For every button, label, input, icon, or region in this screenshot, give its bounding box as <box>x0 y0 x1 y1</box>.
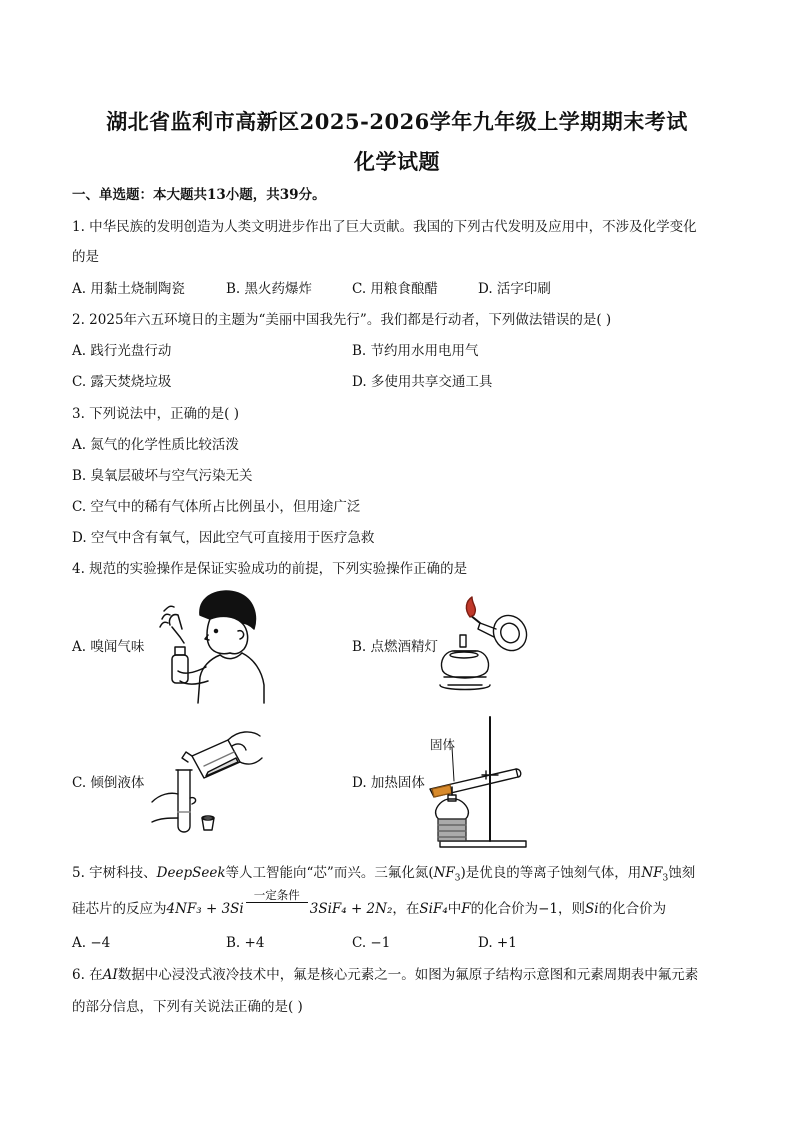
q1-option-a: A. 用黏土烧制陶瓷 <box>72 281 185 297</box>
figure-label-solid: 固体 <box>430 737 456 752</box>
q4-option-a: A. 嗅闻气味 <box>72 639 145 655</box>
q1-stem-line1: 1. 中华民族的发明创造为人类文明进步作出了巨大贡献。我国的下列古代发明及应用中，不涉及化学变化 <box>72 219 697 235</box>
q2-option-c: C. 露天焚烧垃圾 <box>72 374 172 390</box>
reaction-condition: 一定条件 <box>244 900 310 918</box>
q4-option-c: C. 倾倒液体 <box>72 775 145 791</box>
q4-option-d: D. 加热固体 <box>352 775 425 791</box>
q5-option-a: A. −4 <box>72 935 111 951</box>
q4-stem: 4. 规范的实验操作是保证实验成功的前提，下列实验操作正确的是 <box>72 561 468 577</box>
q3-option-d: D. 空气中含有氧气，因此空气可直接用于医疗急救 <box>72 530 375 546</box>
q5-option-d: D. +1 <box>478 935 517 951</box>
q1-option-c: C. 用粮食酿醋 <box>352 281 438 297</box>
q2-option-a: A. 践行光盘行动 <box>72 343 172 359</box>
q5-line1: 5. 宇树科技、DeepSeek等人工智能向“芯”而兴。三氟化氮$(NF_3)$是优良的等离子蚀刻气体，用$NF_3$蚀刻 <box>72 865 696 884</box>
q1-option-d: D. 活字印刷 <box>478 281 551 297</box>
q1-stem-line2: 的是 <box>72 249 99 265</box>
q3-option-c: C. 空气中的稀有气体所占比例虽小，但用途广泛 <box>72 499 361 515</box>
alcohol-lamp-illustration <box>430 595 540 700</box>
q3-option-b: B. 臭氧层破坏与空气污染无关 <box>72 468 253 484</box>
q2-stem: 2. 2025年六五环境日的主题为“美丽中国我先行”。我们都是行动者，下列做法错误的是( ) <box>72 312 612 328</box>
q6-line2: 的部分信息，下列有关说法正确的是( ) <box>72 999 303 1015</box>
q2-option-b: B. 节约用水用电用气 <box>352 343 479 359</box>
q2-option-d: D. 多使用共享交通工具 <box>352 374 493 390</box>
q6-line1: 6. 在AI数据中心浸没式液冷技术中，氟是核心元素之一。如图为氟原子结构示意图和元素周期表中氟元素 <box>72 967 699 983</box>
q3-option-a: A. 氮气的化学性质比较活泼 <box>72 437 239 453</box>
q4-option-b: B. 点燃酒精灯 <box>352 639 439 655</box>
page-title: 湖北省监利市高新区2025-2026学年九年级上学期期末考试 <box>106 109 688 134</box>
pouring-liquid-illustration <box>148 722 268 842</box>
q5-option-b: B. +4 <box>226 935 265 951</box>
q3-stem: 3. 下列说法中，正确的是( ) <box>72 406 239 422</box>
q1-option-b: B. 黑火药爆炸 <box>226 281 313 297</box>
section-heading: 一、单选题：本大题共13小题，共39分。 <box>72 187 326 203</box>
smelling-illustration <box>150 585 270 705</box>
q5-option-c: C. −1 <box>352 935 391 951</box>
q5-line2: 硅芯片的反应为4NF₃ + 3Si 一定条件 3SiF₄ + 2N₂，在SiF₄中F的化合价为−1，则Si的化合价为 <box>72 888 667 917</box>
page-subtitle: 化学试题 <box>354 149 440 174</box>
